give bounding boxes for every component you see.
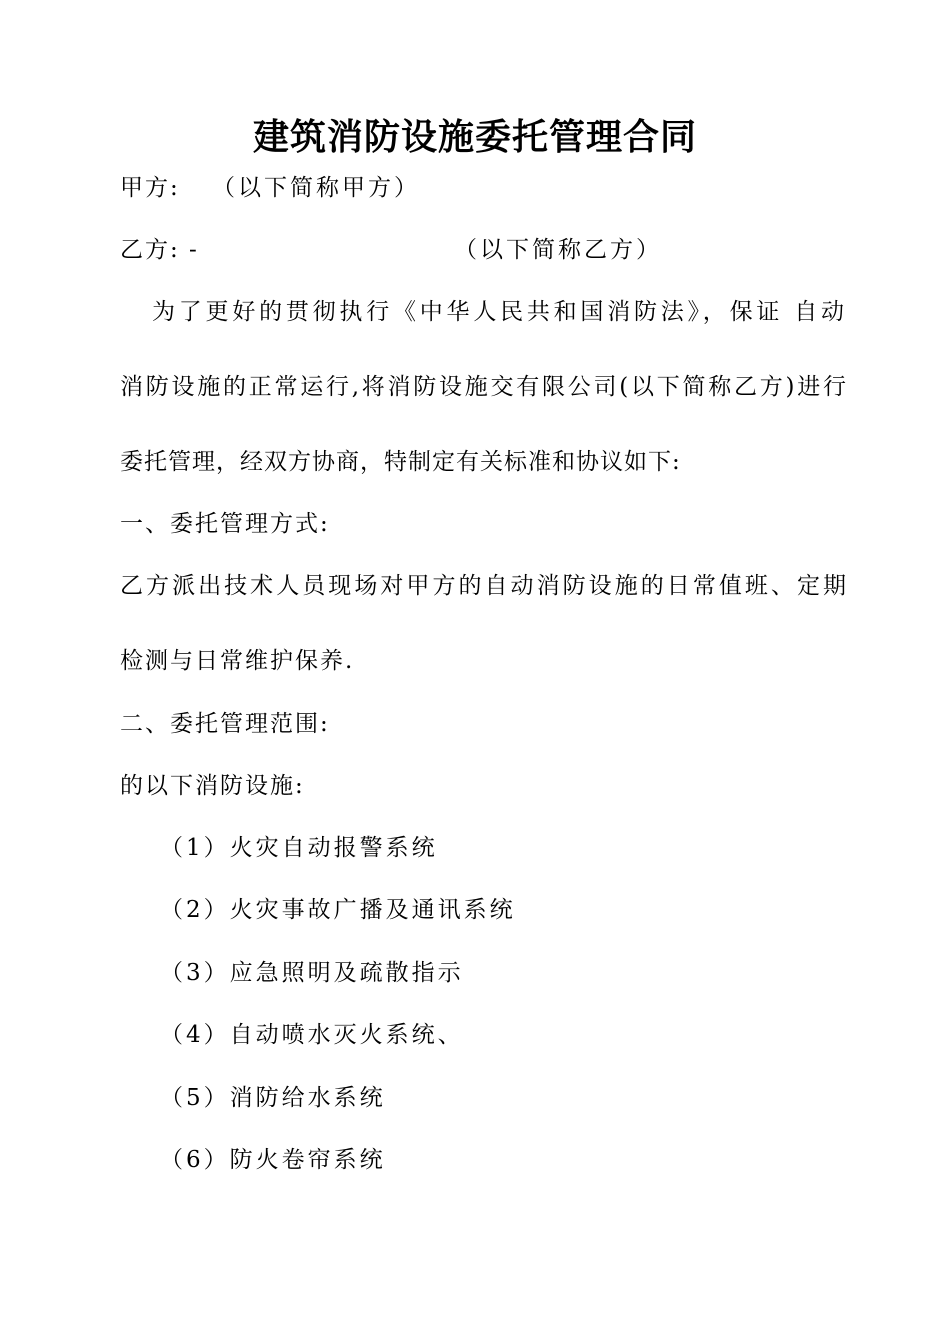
intro-line-2: 消防设施的正常运行,将消防设施交有限公司(以下简称乙方)进行 [120,374,846,400]
list-item: （4）自动喷水灭火系统、 [160,1022,464,1048]
party-b-label: 乙方: - [120,237,199,263]
intro-line-3: 委托管理，经双方协商，特制定有关标准和协议如下: [120,449,681,475]
party-a-label: 甲方: [120,175,180,201]
list-item: （6）防火卷帘系统 [160,1147,386,1173]
intro-line-1: 为了更好的贯彻执行《中华人民共和国消防法》，保证 自动 [152,299,844,325]
party-a-note: （以下简称甲方） [212,175,420,201]
section2-heading: 二、委托管理范围: [120,711,330,737]
list-item: （1）火灾自动报警系统 [160,835,438,861]
list-item: （3）应急照明及疏散指示 [160,960,464,986]
section1-heading: 一、委托管理方式: [120,511,330,537]
list-item: （5）消防给水系统 [160,1085,386,1111]
party-b-note: （以下简称乙方） [454,237,662,263]
list-item: （2）火灾事故广播及通讯系统 [160,897,516,923]
section1-body-line-2: 检测与日常维护保养. [120,648,355,674]
document-title: 建筑消防设施委托管理合同 [252,116,697,158]
section1-body-line-1: 乙方派出技术人员现场对甲方的自动消防设施的日常值班、定期 [120,573,846,599]
section2-lead: 的以下消防设施: [120,773,305,799]
